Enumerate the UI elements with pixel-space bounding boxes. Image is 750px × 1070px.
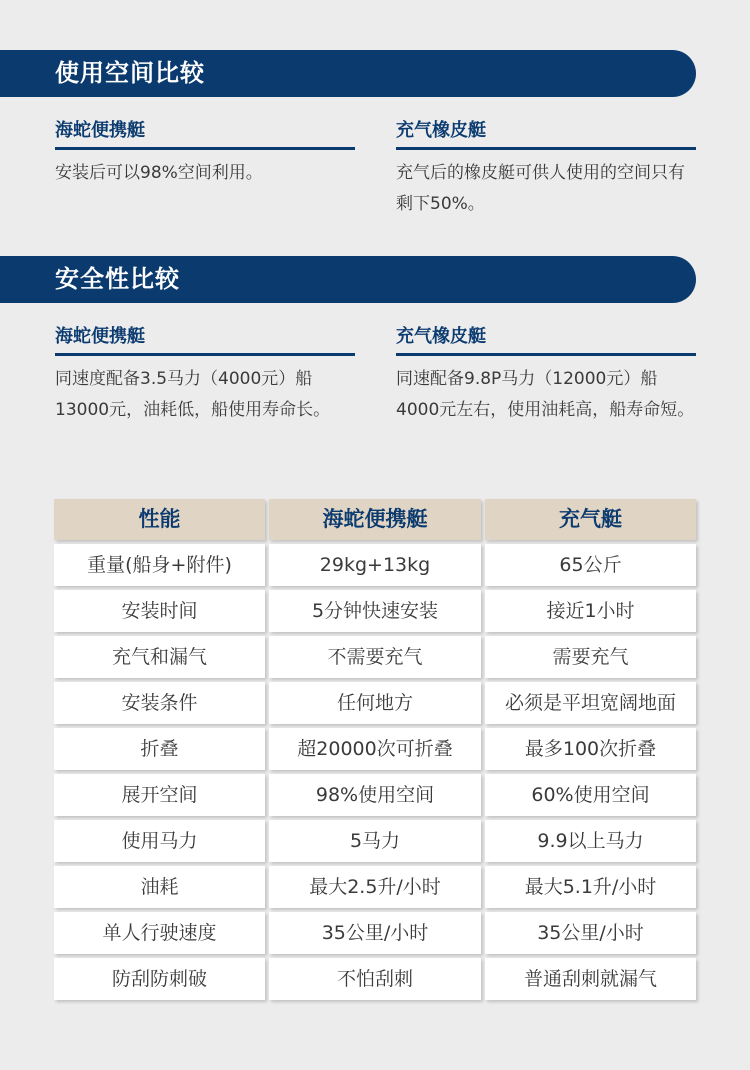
section-banner-space: [0, 50, 696, 97]
column-heading: 海蛇便携艇: [55, 324, 355, 356]
table-cell: 油耗: [54, 866, 265, 908]
table-cell: 重量(船身+附件): [54, 544, 265, 586]
table-row: [54, 912, 696, 954]
table-cell: 使用马力: [54, 820, 265, 862]
column-text: 安装后可以98%空间利用。: [55, 163, 263, 183]
table-cell: 29kg+13kg: [269, 544, 481, 586]
table-row: [54, 866, 696, 908]
safety-left-column: [55, 324, 355, 426]
table-cell: 65公斤: [485, 544, 696, 586]
column-text: 同速度配备3.5马力（4000元）船13000元，油耗低，船使用寿命长。: [55, 369, 331, 420]
table-body: [54, 544, 696, 1000]
table-header-cell: 海蛇便携艇: [269, 499, 481, 540]
table-cell: 不需要充气: [269, 636, 481, 678]
table-cell: 充气和漏气: [54, 636, 265, 678]
table-cell: 不怕刮刺: [269, 958, 481, 1000]
table-cell: 折叠: [54, 728, 265, 770]
table-cell: 最大2.5升/小时: [269, 866, 481, 908]
column-heading: 海蛇便携艇: [55, 118, 355, 150]
table-cell: 98%使用空间: [269, 774, 481, 816]
table-cell: 9.9以上马力: [485, 820, 696, 862]
table-cell: 5马力: [269, 820, 481, 862]
table-header-cell: 性能: [54, 499, 265, 540]
table-row: [54, 682, 696, 724]
table-cell: 接近1小时: [485, 590, 696, 632]
table-row: [54, 636, 696, 678]
table-cell: 普通刮刺就漏气: [485, 958, 696, 1000]
table-cell: 35公里/小时: [269, 912, 481, 954]
section-title: 使用空间比较: [55, 59, 205, 87]
table-cell: 35公里/小时: [485, 912, 696, 954]
table-cell: 5分钟快速安装: [269, 590, 481, 632]
table-cell: 单人行驶速度: [54, 912, 265, 954]
table-header-row: [54, 499, 696, 540]
table-cell: 安装时间: [54, 590, 265, 632]
table-cell: 展开空间: [54, 774, 265, 816]
table-row: [54, 590, 696, 632]
table-row: [54, 820, 696, 862]
table-cell: 超20000次可折叠: [269, 728, 481, 770]
section-banner-safety: [0, 256, 696, 303]
table-row: [54, 774, 696, 816]
table-cell: 最多100次折叠: [485, 728, 696, 770]
table-cell: 60%使用空间: [485, 774, 696, 816]
table-cell: 需要充气: [485, 636, 696, 678]
section-title: 安全性比较: [55, 265, 180, 293]
table-cell: 任何地方: [269, 682, 481, 724]
space-left-column: [55, 118, 355, 189]
column-heading: 充气橡皮艇: [396, 324, 696, 356]
safety-right-column: [396, 324, 696, 426]
column-text: 同速配备9.8P马力（12000元）船4000元左右，使用油耗高，船寿命短。: [396, 369, 695, 420]
table-row: [54, 544, 696, 586]
table-row: [54, 728, 696, 770]
table-cell: 必须是平坦宽阔地面: [485, 682, 696, 724]
table-row: [54, 958, 696, 1000]
column-text: 充气后的橡皮艇可供人使用的空间只有剩下50%。: [396, 163, 685, 214]
table-header-cell: 充气艇: [485, 499, 696, 540]
table-cell: 防刮防刺破: [54, 958, 265, 1000]
table-cell: 安装条件: [54, 682, 265, 724]
space-right-column: [396, 118, 696, 220]
comparison-table: [54, 499, 696, 1004]
table-cell: 最大5.1升/小时: [485, 866, 696, 908]
column-heading: 充气橡皮艇: [396, 118, 696, 150]
